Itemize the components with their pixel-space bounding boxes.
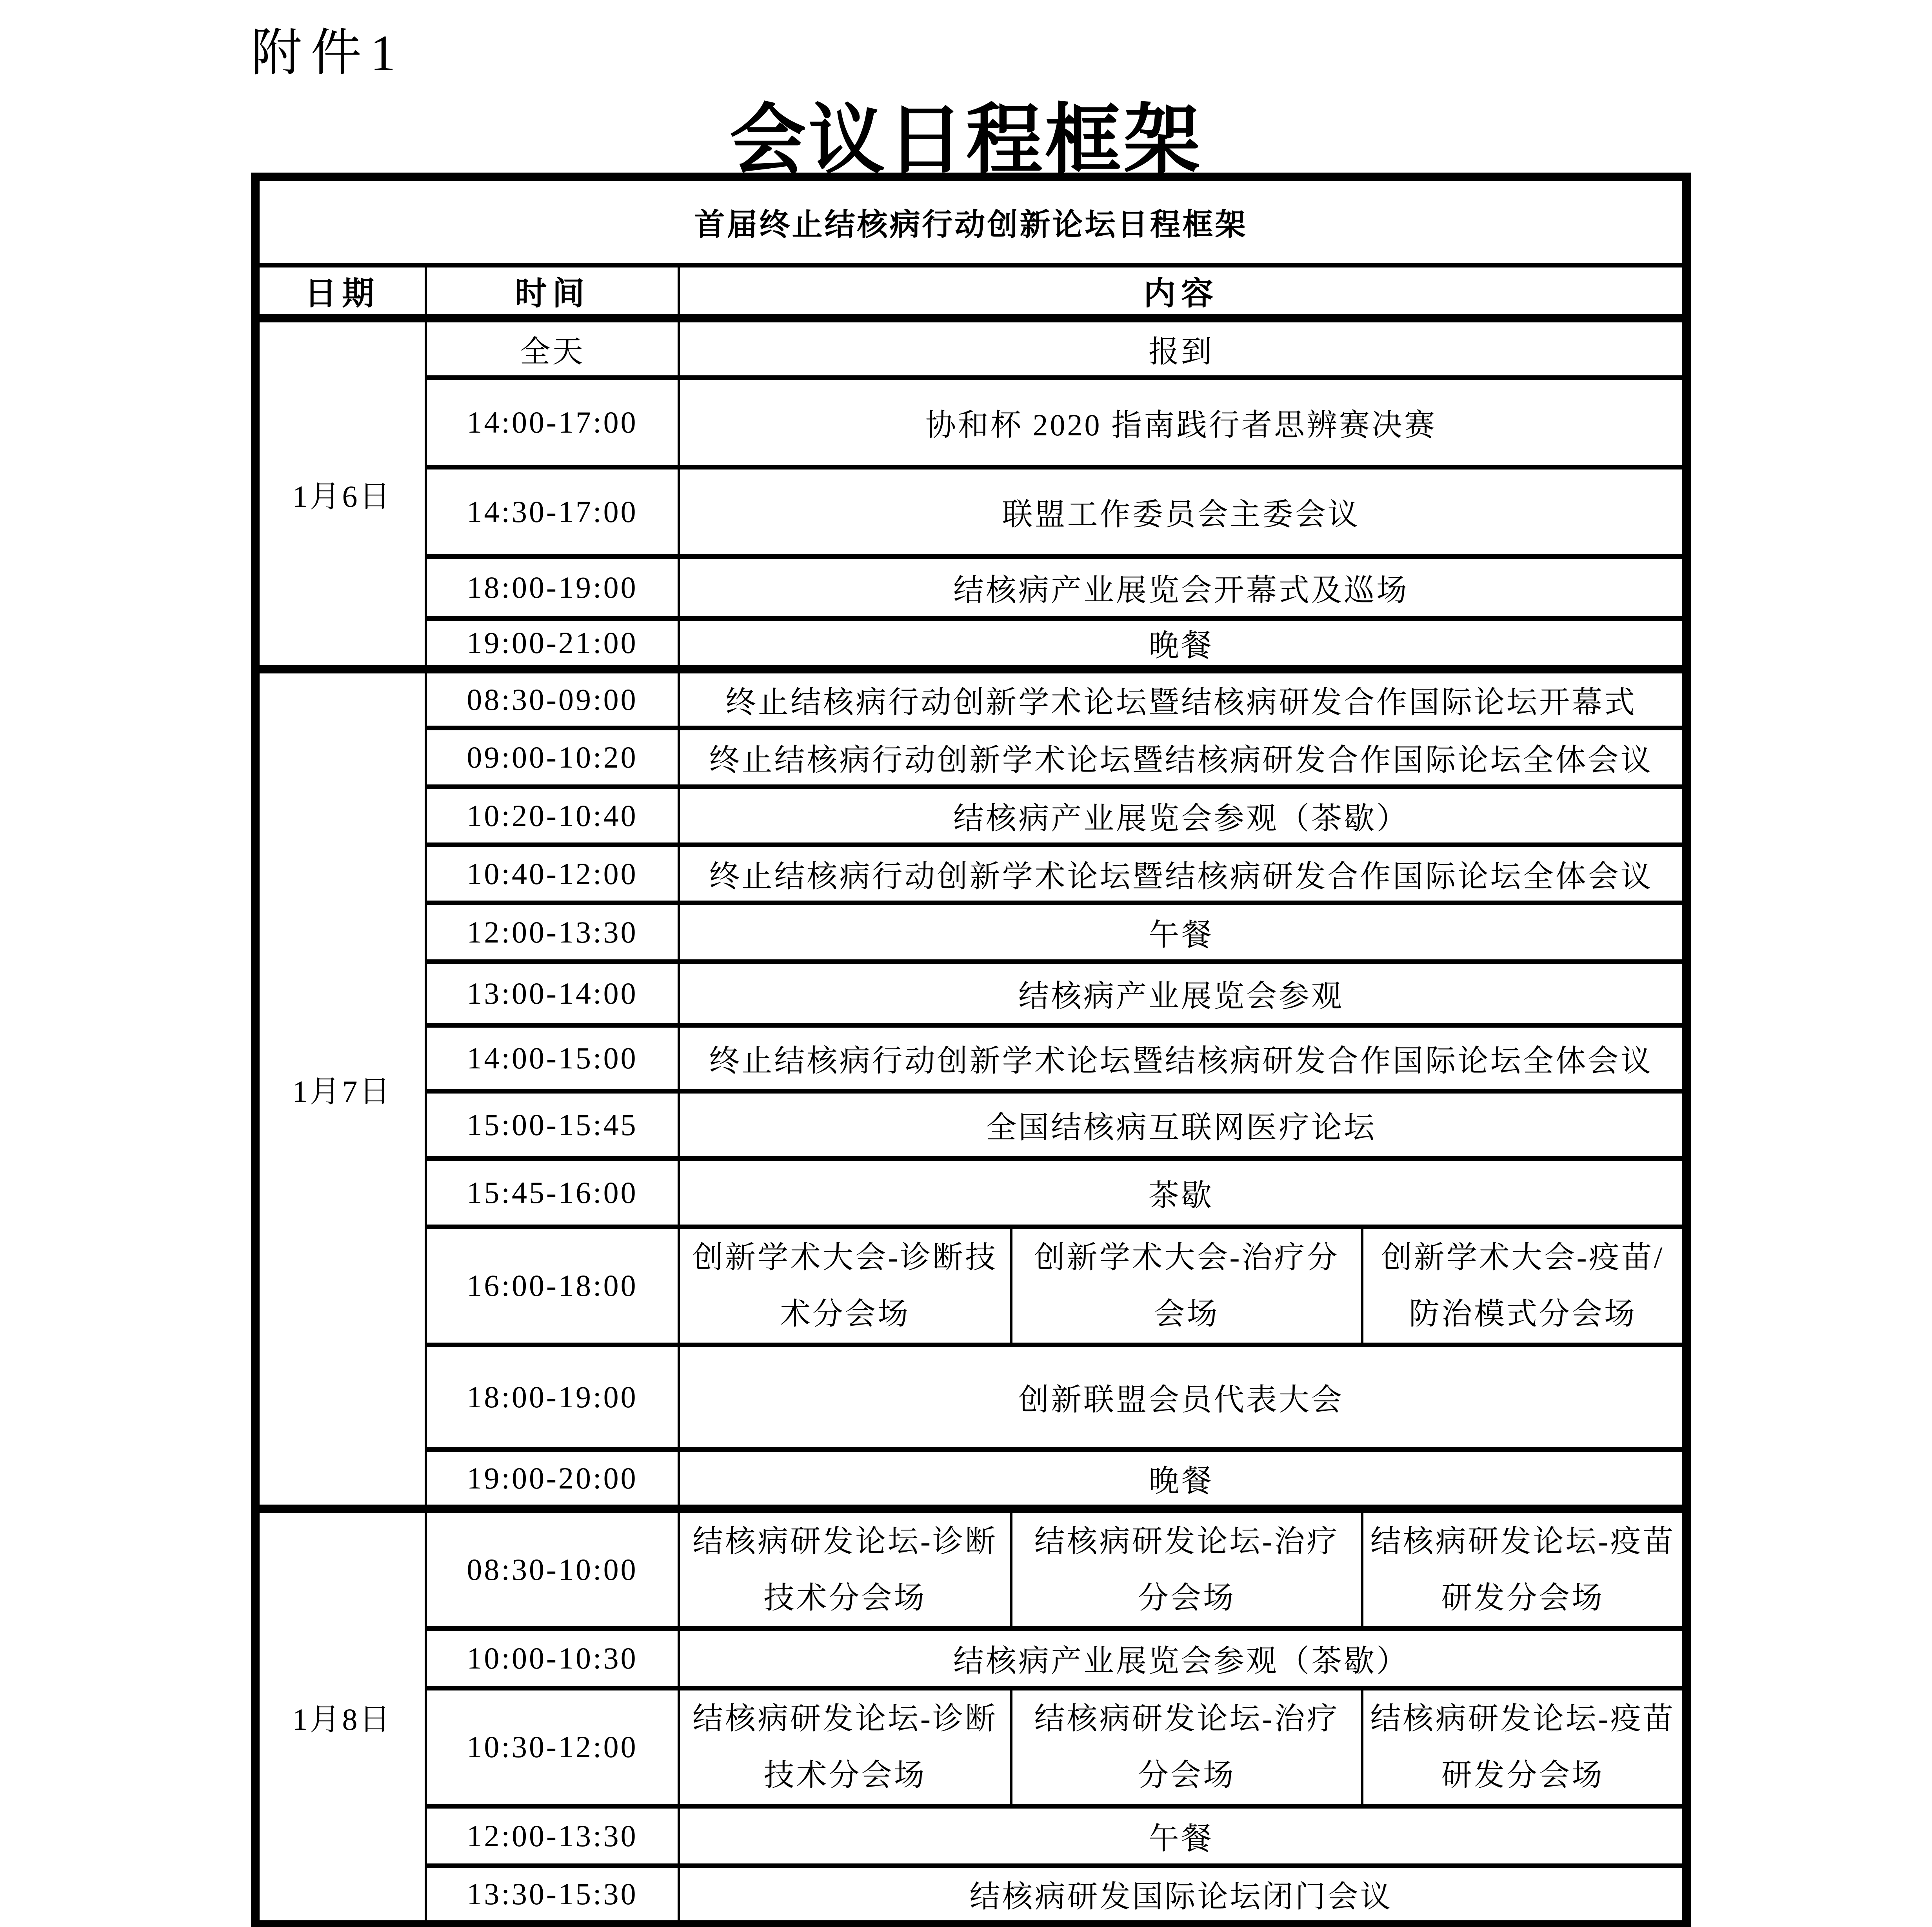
content-cell: 结核病产业展览会参观 [679, 962, 1687, 1025]
content-cell: 协和杯 2020 指南践行者思辨赛决赛 [679, 378, 1687, 467]
session-cell: 创新学术大会-诊断技术分会场 [679, 1227, 1011, 1345]
content-cell: 结核病产业展览会参观（茶歇） [679, 787, 1687, 845]
content-cell: 创新联盟会员代表大会 [679, 1345, 1687, 1450]
date-cell-jan-7: 1月7日 [255, 669, 426, 1509]
schedule-row [255, 378, 1687, 467]
schedule-table [251, 173, 1691, 1927]
schedule-row [255, 903, 1687, 962]
schedule-row [255, 1688, 1687, 1806]
time-cell: 13:00-14:00 [426, 962, 679, 1025]
schedule-row [255, 1806, 1687, 1866]
schedule-row [255, 1509, 1687, 1629]
time-cell: 09:00-10:20 [426, 728, 679, 787]
content-cell: 终止结核病行动创新学术论坛暨结核病研发合作国际论坛全体会议 [679, 1025, 1687, 1091]
column-header-date: 日期 [255, 265, 426, 318]
time-cell: 19:00-20:00 [426, 1450, 679, 1509]
content-cell: 终止结核病行动创新学术论坛暨结核病研发合作国际论坛开幕式 [679, 669, 1687, 728]
content-cell: 午餐 [679, 903, 1687, 962]
session-cell: 结核病研发论坛-诊断技术分会场 [679, 1509, 1011, 1629]
schedule-row [255, 728, 1687, 787]
time-cell: 15:00-15:45 [426, 1091, 679, 1159]
column-header-content: 内容 [679, 265, 1687, 318]
schedule-row [255, 557, 1687, 619]
content-cell: 结核病产业展览会参观（茶歇） [679, 1629, 1687, 1688]
schedule-row [255, 1159, 1687, 1227]
session-cell: 结核病研发论坛-疫苗研发分会场 [1362, 1688, 1687, 1806]
time-cell: 14:30-17:00 [426, 467, 679, 557]
schedule-row [255, 1091, 1687, 1159]
table-title: 首届终止结核病行动创新论坛日程框架 [255, 177, 1687, 265]
time-cell: 18:00-19:00 [426, 1345, 679, 1450]
session-cell: 结核病研发论坛-疫苗研发分会场 [1362, 1509, 1687, 1629]
time-cell: 10:20-10:40 [426, 787, 679, 845]
content-cell: 联盟工作委员会主委会议 [679, 467, 1687, 557]
content-cell: 茶歇 [679, 1159, 1687, 1227]
time-cell: 14:00-17:00 [426, 378, 679, 467]
time-cell: 12:00-13:30 [426, 903, 679, 962]
schedule-row [255, 1025, 1687, 1091]
content-cell: 结核病产业展览会开幕式及巡场 [679, 557, 1687, 619]
content-cell: 结核病研发国际论坛闭门会议 [679, 1866, 1687, 1925]
schedule-row [255, 1629, 1687, 1688]
schedule-row [255, 1227, 1687, 1345]
time-cell: 08:30-10:00 [426, 1509, 679, 1629]
schedule-row [255, 1345, 1687, 1450]
schedule-row [255, 845, 1687, 903]
session-cell: 结核病研发论坛-治疗分会场 [1011, 1509, 1362, 1629]
schedule-row [255, 787, 1687, 845]
time-cell: 全天 [426, 318, 679, 378]
date-cell-jan-6: 1月6日 [255, 318, 426, 669]
time-cell: 15:45-16:00 [426, 1159, 679, 1227]
content-cell: 终止结核病行动创新学术论坛暨结核病研发合作国际论坛全体会议 [679, 845, 1687, 903]
attachment-label: 附件1 [251, 25, 405, 82]
content-cell: 午餐 [679, 1806, 1687, 1866]
schedule-row [255, 962, 1687, 1025]
table-title-row [255, 177, 1687, 265]
content-cell: 报到 [679, 318, 1687, 378]
column-header-time: 时间 [426, 265, 679, 318]
time-cell: 08:30-09:00 [426, 669, 679, 728]
time-cell: 10:00-10:30 [426, 1629, 679, 1688]
schedule-row [255, 619, 1687, 669]
time-cell: 14:00-15:00 [426, 1025, 679, 1091]
session-cell: 创新学术大会-治疗分会场 [1011, 1227, 1362, 1345]
content-cell: 晚餐 [679, 1450, 1687, 1509]
content-cell: 终止结核病行动创新学术论坛暨结核病研发合作国际论坛全体会议 [679, 728, 1687, 787]
schedule-row [255, 467, 1687, 557]
schedule-row [255, 669, 1687, 728]
date-cell-jan-8: 1月8日 [255, 1509, 426, 1925]
time-cell: 10:30-12:00 [426, 1688, 679, 1806]
time-cell: 10:40-12:00 [426, 845, 679, 903]
time-cell: 13:30-15:30 [426, 1866, 679, 1925]
time-cell: 12:00-13:30 [426, 1806, 679, 1866]
session-cell: 结核病研发论坛-诊断技术分会场 [679, 1688, 1011, 1806]
page-title: 会议日程框架 [729, 98, 1203, 183]
time-cell: 19:00-21:00 [426, 619, 679, 669]
time-cell: 16:00-18:00 [426, 1227, 679, 1345]
time-cell: 18:00-19:00 [426, 557, 679, 619]
session-cell: 结核病研发论坛-治疗分会场 [1011, 1688, 1362, 1806]
schedule-row [255, 318, 1687, 378]
schedule-row [255, 1450, 1687, 1509]
content-cell: 全国结核病互联网医疗论坛 [679, 1091, 1687, 1159]
session-cell: 创新学术大会-疫苗/防治模式分会场 [1362, 1227, 1687, 1345]
content-cell: 晚餐 [679, 619, 1687, 669]
table-header-row [255, 265, 1687, 318]
schedule-row [255, 1866, 1687, 1925]
